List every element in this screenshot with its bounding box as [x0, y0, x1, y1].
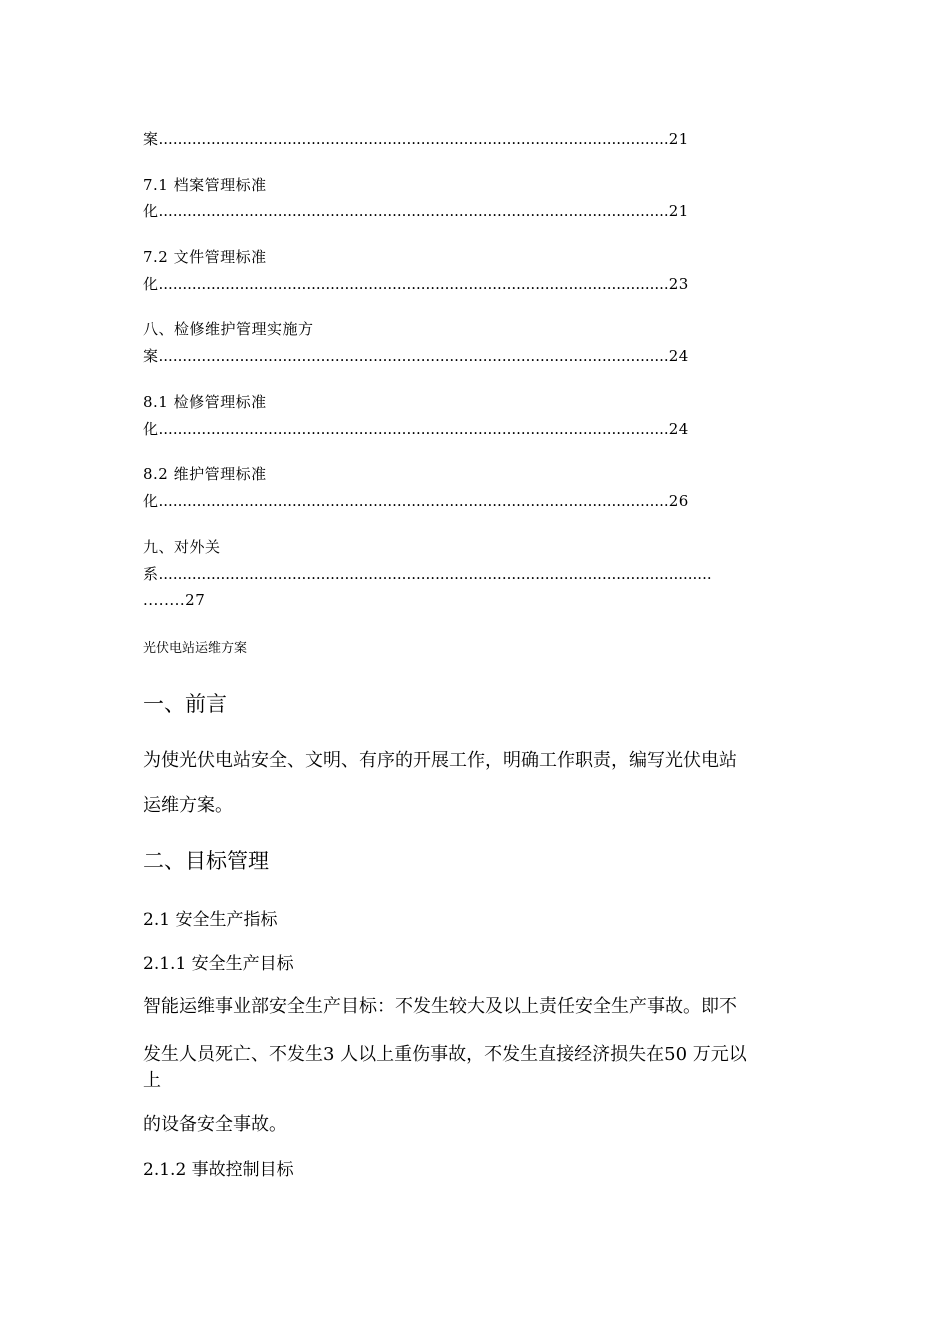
toc-entry-title: 系	[143, 565, 159, 583]
preface-paragraph-line2: 运维方案。	[143, 795, 233, 816]
toc-entry-7-page: ........27	[143, 591, 206, 609]
paragraph-line: 上	[143, 1070, 161, 1091]
toc-entry-title: 案	[143, 130, 159, 148]
heading-2-1-2: 2.1.2 事故控制目标	[143, 1160, 294, 1180]
toc-entry-title: 案	[143, 347, 159, 365]
toc-entry-2-line1: 7.1 档案管理标准	[143, 176, 267, 194]
toc-entry-5-line2	[143, 418, 689, 439]
paragraph-line: 的设备安全事故。	[143, 1114, 287, 1135]
toc-entry-4-line1: 八、检修维护管理实施方	[143, 320, 314, 338]
toc-leader-dots: ...........................................................................................................	[158, 130, 669, 148]
toc-page-number: 24	[668, 347, 689, 365]
toc-entry-2-line2	[143, 200, 689, 221]
toc-page-number: 21	[668, 130, 689, 148]
running-head: 光伏电站运维方案	[143, 641, 248, 656]
toc-entry-6-line1: 8.2 维护管理标准	[143, 465, 267, 483]
toc-leader-dots: ...........................................................................................................	[158, 347, 669, 365]
heading-goal-management: 二、目标管理	[143, 849, 269, 873]
paragraph-line: 智能运维事业部安全生产目标：不发生较大及以上责任安全生产事故。即不	[143, 996, 737, 1017]
toc-entry-3-line1: 7.2 文件管理标准	[143, 248, 267, 266]
toc-leader-dots: ...........................................................................................................	[158, 202, 669, 220]
paragraph-line: 发生人员死亡、不发生3 人以上重伤事故，不发生直接经济损失在50 万元以	[143, 1044, 747, 1065]
toc-entry-title: 化	[143, 420, 159, 438]
heading-2-1-1: 2.1.1 安全生产目标	[143, 954, 294, 974]
toc-entry-1-line2	[143, 128, 689, 149]
toc-entry-4-line2	[143, 345, 689, 366]
toc-page-number: 23	[668, 275, 689, 293]
toc-entry-3-line2	[143, 273, 689, 294]
toc-entry-7-line2	[143, 563, 808, 584]
toc-leader-dots: ...........................................................................................................	[158, 420, 669, 438]
toc-page-number: 24	[668, 420, 689, 438]
toc-entry-6-line2	[143, 490, 689, 511]
toc-entry-title: 化	[143, 275, 159, 293]
heading-2-1: 2.1 安全生产指标	[143, 910, 278, 930]
toc-leader-dots: ....................................................................................................................	[158, 565, 712, 583]
toc-entry-5-line1: 8.1 检修管理标准	[143, 393, 267, 411]
preface-paragraph-line1: 为使光伏电站安全、文明、有序的开展工作，明确工作职责，编写光伏电站	[143, 750, 737, 771]
toc-page-number: 21	[668, 202, 689, 220]
toc-leader-dots: ...........................................................................................................	[158, 275, 669, 293]
heading-preface: 一、前言	[143, 692, 227, 716]
toc-entry-7-line1: 九、对外关	[143, 538, 221, 556]
toc-page-number: 26	[668, 492, 689, 510]
toc-leader-dots: ...........................................................................................................	[158, 492, 669, 510]
toc-entry-title: 化	[143, 202, 159, 220]
toc-entry-title: 化	[143, 492, 159, 510]
